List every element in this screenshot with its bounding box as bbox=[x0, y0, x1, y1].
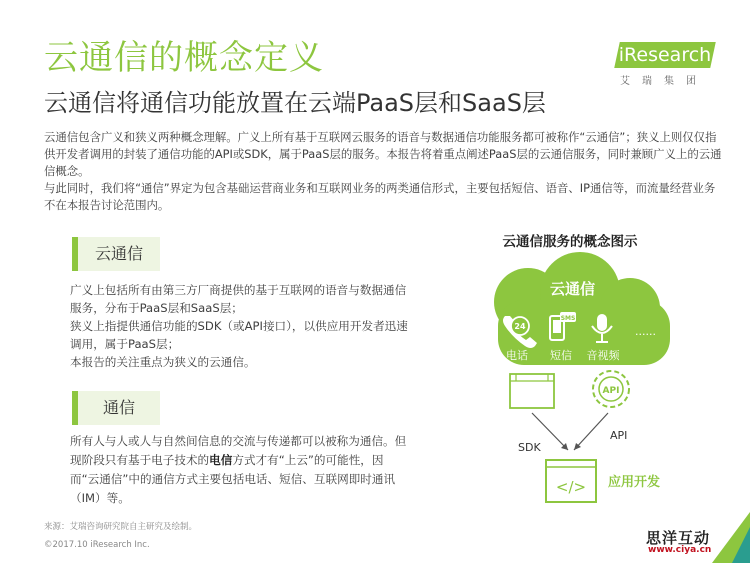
intro-paragraph-1: 云通信包含广义和狭义两种概念理解。广义上所有基于互联网云服务的语音与数据通信功能服务都可被称作“云通信”；狭义上则仅仅指供开发者调用的封装了通信功能的API或SDK，属于PaaS层的服务。本报告将着重点阐述PaaS层的云通信服务，同时兼顾广义上的云通信概念。 bbox=[44, 130, 722, 178]
service-av-label: 音视频 bbox=[586, 349, 620, 362]
app-dev-label: 应用开发 bbox=[608, 475, 661, 490]
sdk-label: SDK bbox=[518, 441, 541, 454]
copyright: ©2017.10 iResearch Inc. bbox=[44, 540, 150, 550]
code-symbol: </> bbox=[555, 478, 587, 496]
watermark-brand: 思洋互动 bbox=[646, 529, 711, 547]
watermark-url: www.ciya.cn bbox=[648, 545, 712, 555]
svg-text:24: 24 bbox=[514, 322, 526, 331]
page-title: 云通信的概念定义 bbox=[44, 38, 324, 78]
api-label: API bbox=[610, 429, 628, 442]
logo-chinese: 艾瑞集团 bbox=[620, 76, 708, 87]
section2-text-before: 所有人与人或人与自然间信息的交流与传递都可以被称为通信。但现阶段只有基于电子技术的 bbox=[70, 434, 407, 467]
section2-bold-term: 电信 bbox=[209, 453, 233, 467]
section1-line-1: 广义上包括所有由第三方厂商提供的基于互联网的语音与数据通信服务，分布于PaaS层和SaaS层； bbox=[70, 283, 407, 315]
intro-paragraph-2: 与此同时，我们将“通信”界定为包含基础运营商业务和互联网业务的两类通信形式，主要包括短信、语音、IP通信等，而流量经营业务不在本报告讨论范围内。 bbox=[44, 181, 716, 212]
section1-line-2: 狭义上指提供通信功能的SDK（或API接口），以供应用开发者迅速调用，属于PaaS层； bbox=[70, 319, 408, 351]
logo-brand: iResearch bbox=[618, 44, 712, 66]
api-gear-icon bbox=[593, 371, 629, 407]
cloud-ellipsis: ...... bbox=[635, 325, 656, 338]
section1-line-3: 本报告的关注重点为狭义的云通信。 bbox=[70, 355, 256, 369]
section-tag-communication: 通信 bbox=[72, 391, 160, 425]
section-tag-cloud-comm: 云通信 bbox=[72, 237, 160, 271]
sms-badge: SMS bbox=[560, 315, 576, 322]
section1-body bbox=[70, 281, 408, 371]
service-phone-label: 电话 bbox=[506, 349, 528, 362]
cloud-label: 云通信 bbox=[550, 280, 596, 298]
intro-text bbox=[44, 129, 724, 214]
code-window-icon bbox=[546, 460, 596, 502]
page-subtitle: 云通信将通信功能放置在云端PaaS层和SaaS层 bbox=[44, 89, 546, 117]
api-badge: API bbox=[602, 386, 620, 396]
sdk-package-icon bbox=[510, 374, 554, 408]
section2-text-after: 方式才有“上云”的可能性，因而“云通信”中的通信方式主要包括电话、短信、互联网即时通讯（IM）等。 bbox=[70, 453, 396, 505]
diagram-title: 云通信服务的概念图示 bbox=[502, 234, 638, 250]
service-sms-label: 短信 bbox=[550, 349, 572, 362]
section2-body bbox=[70, 432, 408, 508]
source-note: 来源：艾瑞咨询研究院自主研究及绘制。 bbox=[44, 522, 198, 532]
cloud-comm-diagram bbox=[470, 250, 690, 515]
api-arrow bbox=[574, 413, 608, 450]
